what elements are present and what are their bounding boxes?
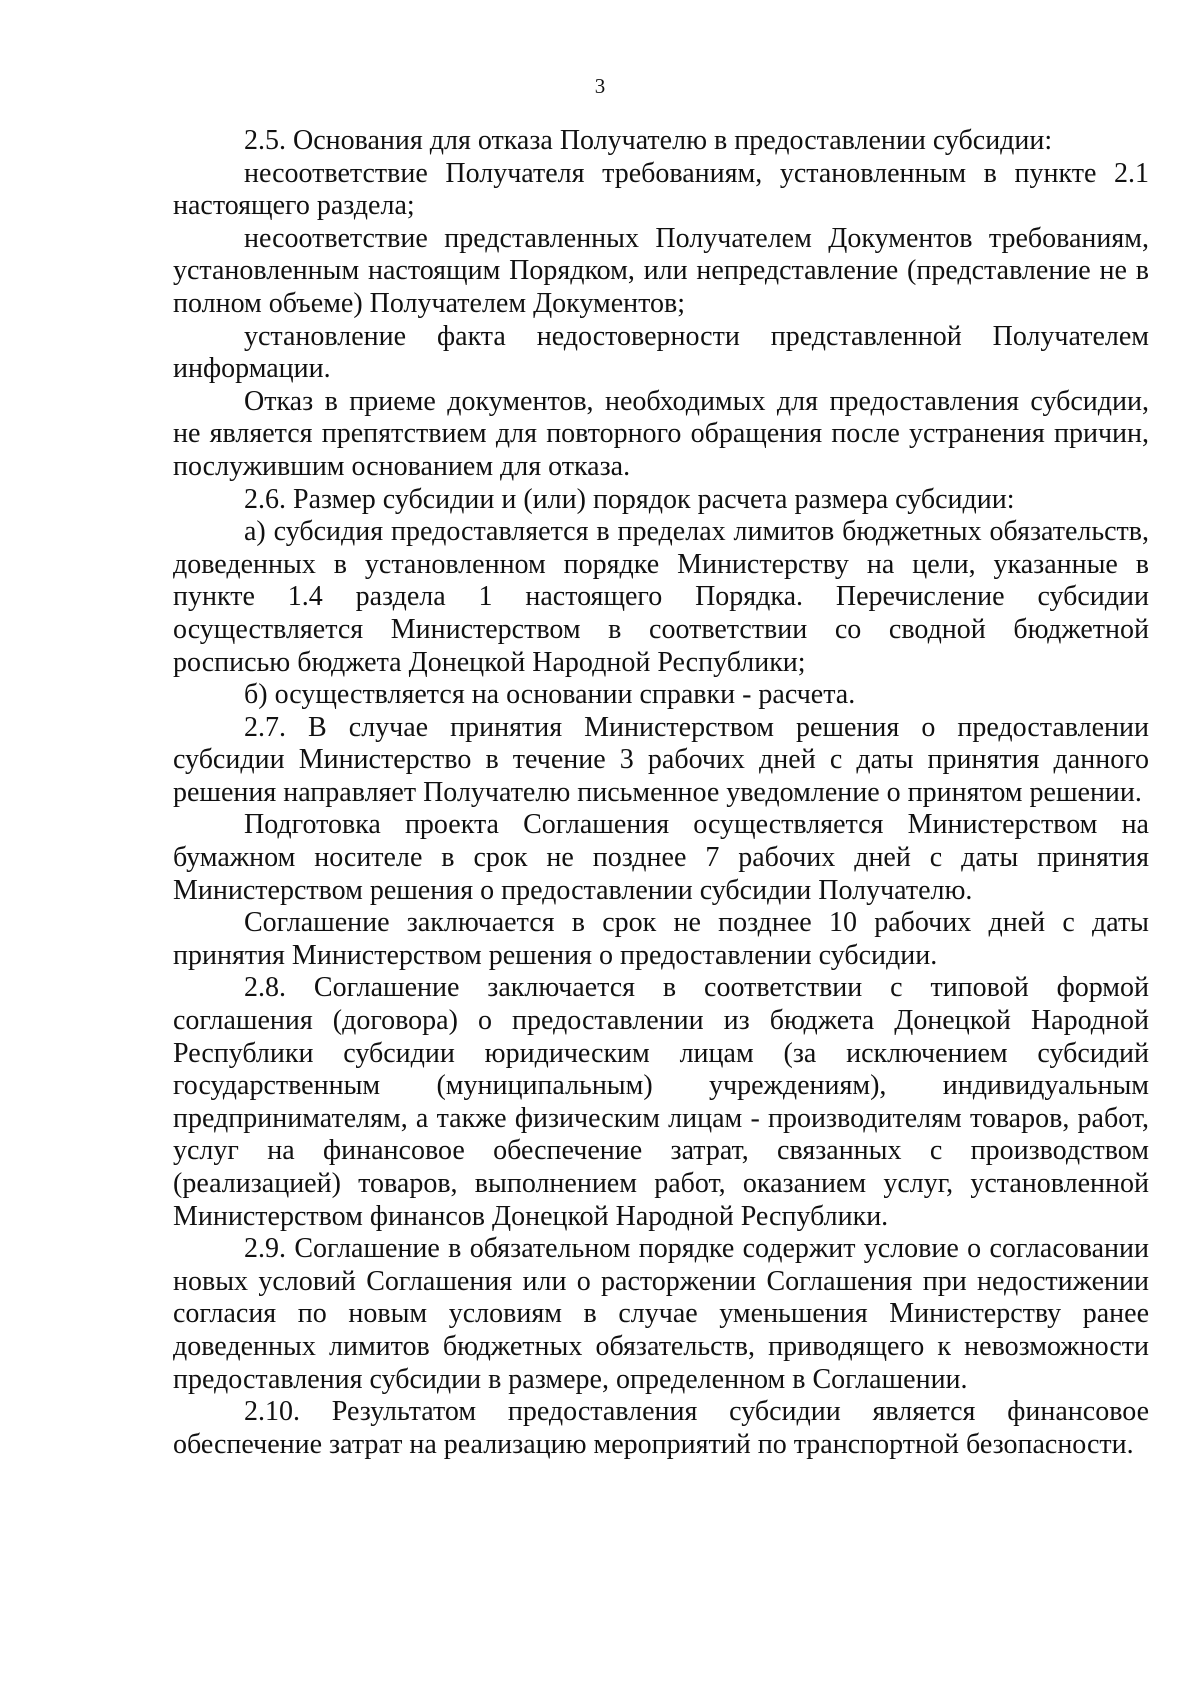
page-number: 3 [594, 74, 606, 98]
paragraph-2-5: 2.5. Основания для отказа Получателю в предоставлении субсидии: [244, 125, 1053, 156]
paragraph-reason-documents: несоответствие представленных Получателем Документов требованиям, установленным настоящим Порядком, или непредставление (представление не в полном объеме) Получателем Документов; [173, 222, 1149, 319]
paragraph-2-6: 2.6. Размер субсидии и (или) порядок расчета размера субсидии: [244, 483, 1015, 515]
paragraph-refusal-note: Отказ в приеме документов, необходимых для предоставления субсидии, не является препятствием для повторного обращения после устранения причин, послужившим основанием для отказа. [173, 385, 1149, 482]
paragraph-2-6-b: б) осуществляется на основании справки - расчета. [244, 679, 856, 711]
paragraph-2-7: 2.7. В случае принятия Министерством решения о предоставлении субсидии Министерство в течение 3 рабочих дней с даты принятия данного решения направляет Получателю письменное уведомление о принятом решении. [173, 711, 1149, 808]
paragraph-2-10: 2.10. Результатом предоставления субсидии является финансовое обеспечение затрат на реализацию мероприятий по транспортной безопасности. [173, 1396, 1149, 1460]
paragraph-2-8: 2.8. Соглашение заключается в соответствии с типовой формой соглашения (договора) о предоставлении из бюджета Донецкой Народной Республики субсидии юридическим лицам (за исключением субсидий государственным (муниципальным) учреждениям), индивидуальным предпринимателям, а также физическим лицам - производителям товаров, работ, услуг на финансовое обеспечение затрат, связанных с производством (реализацией) товаров, выполнением работ, оказанием услуг, установленной Министерством финансов Донецкой Народной Республики. [173, 972, 1149, 1232]
document-body [173, 125, 1149, 1461]
paragraph-reason-unreliable-info: установление факта недостоверности представленной Получателем информации. [173, 320, 1149, 385]
paragraph-reason-requirements: несоответствие Получателя требованиям, установленным в пункте 2.1 настоящего раздела; [173, 157, 1149, 222]
paragraph-agreement-conclusion: Соглашение заключается в срок не позднее 10 рабочих дней с даты принятия Министерством решения о предоставлении субсидии. [173, 907, 1149, 971]
paragraph-2-6-a: а) субсидия предоставляется в пределах лимитов бюджетных обязательств, доведенных в установленном порядке Министерству на цели, указанные в пункте 1.4 раздела 1 настоящего Порядка. Перечисление субсидии осуществляется Министерством в соответствии со сводной бюджетной росписью бюджета Донецкой Народной Республики; [173, 516, 1149, 678]
paragraph-agreement-preparation: Подготовка проекта Соглашения осуществляется Министерством на бумажном носителе в срок не позднее 7 рабочих дней с даты принятия Министерством решения о предоставлении субсидии Получателю. [173, 809, 1149, 906]
paragraph-2-9: 2.9. Соглашение в обязательном порядке содержит условие о согласовании новых условий Соглашения или о расторжении Соглашения при недостижении согласия по новым условиям в случае уменьшения Министерству ранее доведенных лимитов бюджетных обязательств, приводящего к невозможности предоставления субсидии в размере, определенном в Соглашении. [173, 1233, 1149, 1395]
